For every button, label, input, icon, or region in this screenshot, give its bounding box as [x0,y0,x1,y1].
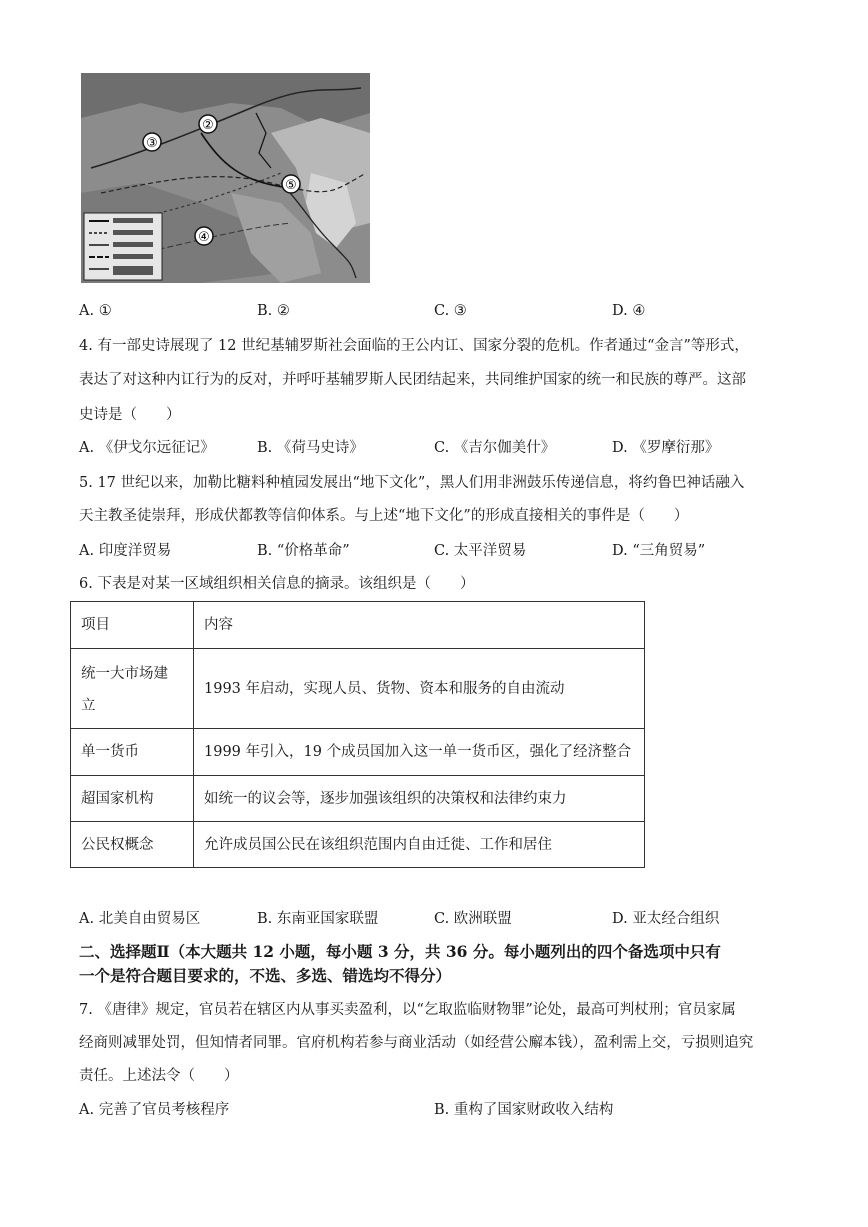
q7-option-b[interactable]: B. 重构了国家财政收入结构 [434,1102,614,1118]
map-marker-1 [143,133,161,151]
q6-stem: 6. 下表是对某一区域组织相关信息的摘录。该组织是（ ） [79,576,475,592]
q4-option-a[interactable]: A. 《伊戈尔远征记》 [79,440,215,456]
q3-option-c[interactable]: C. ③ [434,303,467,319]
table-header-item: 项目 [71,602,194,649]
map-marker-4 [195,227,213,245]
q4-stem-line: 4. 有一部史诗展现了 12 世纪基辅罗斯社会面临的王公内讧、国家分裂的危机。作者通过“金言”等形式， [79,338,749,354]
map-marker-label: ⑤ [285,178,297,193]
map-marker-label: ③ [146,136,158,151]
q4-option-b[interactable]: B. 《荷马史诗》 [257,440,364,456]
table-header-content: 内容 [194,602,645,649]
table-header-row [71,602,645,649]
table-cell-item: 公民权概念 [71,822,194,868]
q6-option-b[interactable]: B. 东南亚国家联盟 [257,911,379,927]
section-heading: 二、选择题Ⅱ（本大题共 12 小题，每小题 3 分，共 36 分。每小题列出的四个备选项中只有 [79,942,721,961]
q3-option-a[interactable]: A. ① [79,303,112,319]
q5-option-b[interactable]: B. “价格革命” [257,543,350,559]
table-row [71,649,645,729]
q7-option-a[interactable]: A. 完善了官员考核程序 [79,1102,230,1118]
table-cell-content: 1993 年启动，实现人员、货物、资本和服务的自由流动 [194,649,645,729]
q6-option-c[interactable]: C. 欧洲联盟 [434,911,512,927]
table-row [71,822,645,868]
q3-option-d[interactable]: D. ④ [612,303,646,319]
map-marker-5 [282,175,300,193]
map-marker-label: ② [202,118,214,133]
table-row [71,729,645,776]
table-cell-content: 如统一的议会等，逐步加强该组织的决策权和法律约束力 [194,776,645,822]
table-cell-content: 1999 年引入，19 个成员国加入这一单一货币区，强化了经济整合 [194,729,645,776]
table-cell-item-line: 统一大市场建 [81,665,168,682]
q3-option-b[interactable]: B. ② [257,303,290,319]
table-cell-item-line: 立 [81,697,96,714]
table-cell-content: 允许成员国公民在该组织范围内自由迁徙、工作和居住 [194,822,645,868]
table-cell-item: 超国家机构 [71,776,194,822]
map-marker-2 [199,115,217,133]
q4-stem-line: 史诗是（ ） [79,407,181,423]
q7-stem-line: 7. 《唐律》规定，官员若在辖区内从事买卖盈利，以“乞取监临财物罪”论处，最高可判杖刑；官员家属 [79,1002,736,1018]
q6-info-table [70,601,645,868]
section-heading: 一个是符合题目要求的，不选、多选、错选均不得分） [79,966,452,985]
q5-option-d[interactable]: D. “三角贸易” [612,543,706,559]
table-cell-item: 单一货币 [71,729,194,776]
q5-stem-line: 天主教圣徒崇拜，形成伏都教等信仰体系。与上述“地下文化”的形成直接相关的事件是（ ） [79,508,689,524]
table-row [71,776,645,822]
q4-option-c[interactable]: C. 《吉尔伽美什》 [434,440,556,456]
q7-stem-line: 经商则减罪处罚，但知情者同罪。官府机构若参与商业活动（如经营公廨本钱），盈利需上交，亏损则追究 [79,1035,754,1051]
map-legend [84,213,162,280]
q6-option-a[interactable]: A. 北美自由贸易区 [79,911,201,927]
q6-option-d[interactable]: D. 亚太经合组织 [612,911,720,927]
table-cell-item [71,649,194,729]
q5-stem-line: 5. 17 世纪以来，加勒比糖料种植园发展出“地下文化”，黑人们用非洲鼓乐传递信息，将约鲁巴神话融入 [79,475,745,491]
q4-option-d[interactable]: D. 《罗摩衍那》 [612,440,720,456]
q5-option-c[interactable]: C. 太平洋贸易 [434,543,527,559]
historical-map [81,73,370,283]
q4-stem-line: 表达了对这种内讧行为的反对，并呼吁基辅罗斯人民团结起来，共同维护国家的统一和民族的尊严。这部 [79,372,746,388]
q7-stem-line: 责任。上述法令（ ） [79,1068,239,1084]
map-marker-label: ④ [198,230,210,245]
q5-option-a[interactable]: A. 印度洋贸易 [79,543,172,559]
